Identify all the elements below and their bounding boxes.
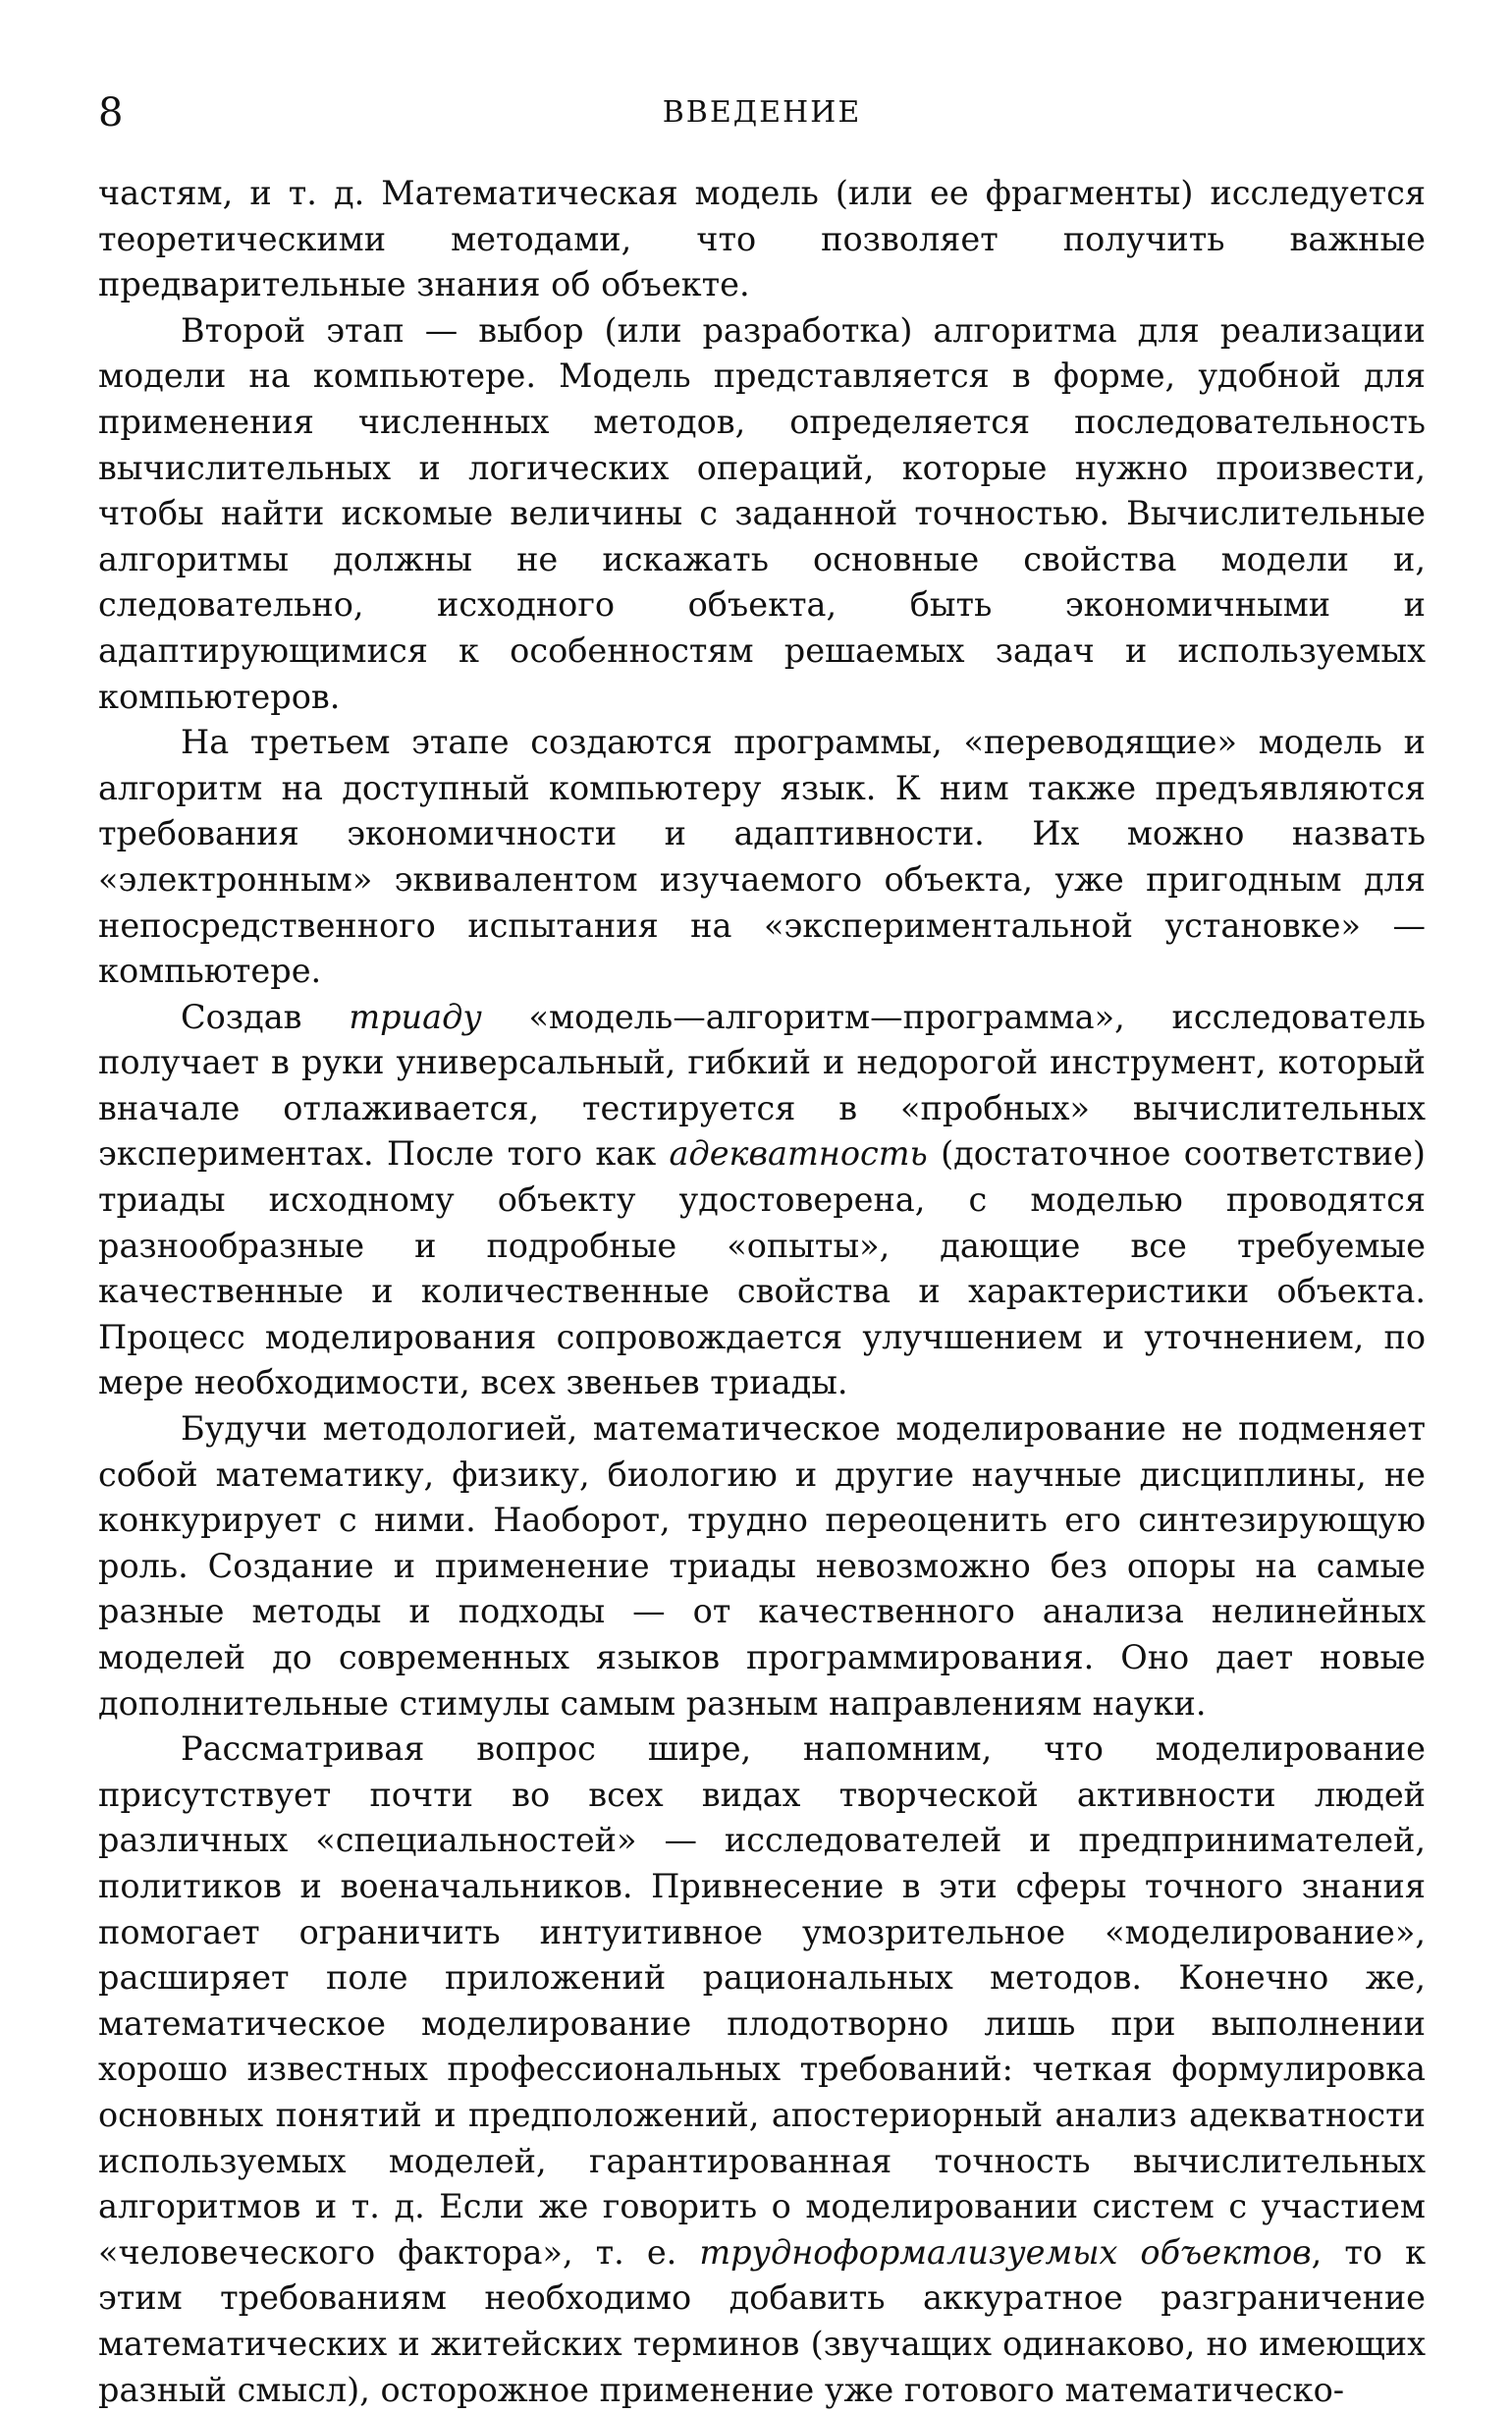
paragraph-broader-view [98, 1727, 1426, 2413]
broader-text-end: , то к этим требованиям необходимо добавить аккуратное разграничение математических и житейских терминов (звучащих одинаково, но имеющих разный смысл), осторожное применение уже готового математическо- [98, 2232, 1427, 2409]
running-head [98, 86, 1426, 145]
page-number: 8 [98, 90, 124, 136]
triad-text-end: (достаточное соответствие) триады исходному объекту удостоверена, с моделью проводятся разнообразные и подробные «опыты», дающие все требуемые качественные и количественные свойства и характеристики объекта. Процесс моделирования сопровождается улучшением и уточнением, по мере необходимости, всех звеньев триады. [98, 1134, 1426, 1402]
term-hard-to-formalize-objects: трудноформализуемых объектов [699, 2232, 1312, 2272]
paragraph-triad [98, 995, 1426, 1406]
broader-text-start: Рассматривая вопрос шире, напомним, что моделирование присутствует почти во всех видах творческой активности людей различных «специальностей» — исследователей и предпринимателей, политиков и военачальников. Привнесение в эти сферы точного знания помогает ограничить интуитивное умозрительное «моделирование», расширяет поле приложений рациональных методов. Конечно же, математическое моделирование плодотворно лишь при выполнении хорошо известных профессиональных требований: четкая формулировка основных понятий и предположений, апостериорный анализ адекватности используемых моделей, гарантированная точность вычислительных алгоритмов и т. д. Если же говорить о моделировании систем с участием «человеческого фактора», т. е. [98, 1729, 1426, 2272]
body-text [98, 171, 1426, 2413]
paragraph-methodology: Будучи методологией, математическое моделирование не подменяет собой математику, физику, биологию и другие научные дисциплины, не конкурирует с ними. Наоборот, трудно переоценить его синтезирующую роль. Создание и применение триады невозможно без опоры на самые разные методы и подходы — от качественного анализа нелинейных моделей до современных языков программирования. Оно дает новые дополнительные стимулы самым разным направлениям науки. [98, 1409, 1426, 1723]
triad-text-start: Создав [181, 997, 350, 1036]
paragraph-third-stage: На третьем этапе создаются программы, «переводящие» модель и алгоритм на доступный компьютеру язык. К ним также предъявляются требования экономичности и адаптивности. Их можно назвать «электронным» эквивалентом изучаемого объекта, уже пригодным для непосредственного испытания на «экспериментальной установке» — компьютере. [98, 723, 1426, 991]
paragraph-second-stage: Второй этап — выбор (или разработка) алгоритма для реализации модели на компьютере. Модель представляется в форме, удобной для применения численных методов, определяется последовательность вычислительных и логических операций, которые нужно произвести, чтобы найти искомые величины с заданной точностью. Вычислительные алгоритмы должны не искажать основные свойства модели и, следовательно, исходного объекта, быть экономичными и адаптирующимися к особенностям решаемых задач и используемых компьютеров. [98, 310, 1426, 716]
book-page [98, 86, 1426, 2413]
term-adequacy: адекватность [669, 1134, 928, 1174]
paragraph-continuation: частям, и т. д. Математическая модель (или ее фрагменты) исследуется теоретическими методами, что позволяет получить важные предварительные знания об объекте. [98, 174, 1426, 304]
triad-text-middle: «модель—алгоритм—программа», исследователь получает в руки универсальный, гибкий и недорогой инструмент, который вначале отлаживается, тестируется в «пробных» вычислительных экспериментах. После того как [98, 997, 1426, 1174]
section-title: ВВЕДЕНИЕ [662, 95, 862, 130]
term-triad: триаду [349, 997, 482, 1036]
